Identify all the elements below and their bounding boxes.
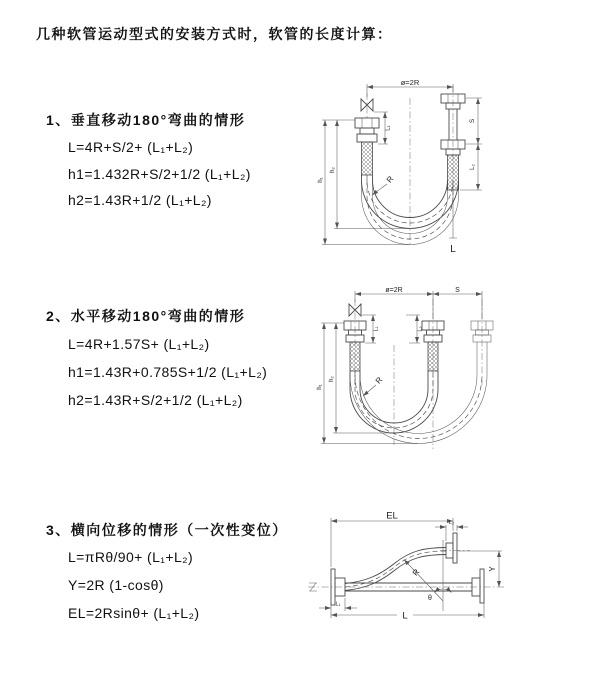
- dimension-l: [331, 603, 484, 622]
- radius-leader: [363, 375, 385, 396]
- dimension-diameter-2r: [355, 287, 482, 319]
- dim-label-y: Y: [488, 566, 497, 572]
- dim-label-h1: h₁: [317, 384, 323, 390]
- dimension-s: [433, 287, 482, 294]
- formula-line: h2=1.43R+1/2 (L₁+L₂): [68, 192, 212, 208]
- dim-label-r: R: [373, 375, 385, 386]
- section-2-heading: 2、水平移动180°弯曲的情形: [46, 308, 246, 324]
- dim-label-l2: L₂: [417, 326, 424, 332]
- radius-leader: [372, 174, 396, 195]
- formula-line: L=4R+S/2+ (L₁+L₂): [68, 139, 194, 155]
- dim-label-r: R: [384, 174, 396, 185]
- dimension-l1: [319, 598, 357, 611]
- hose-fitting-left: [355, 118, 379, 175]
- dimension-h2: [329, 323, 394, 433]
- dimension-l2: [460, 144, 482, 190]
- dim-label-l: L: [402, 610, 408, 622]
- dimension-h1: [318, 120, 410, 245]
- dim-label-2r: ø=2R: [400, 78, 420, 87]
- dim-label-h1: h₁: [318, 177, 324, 183]
- diagram-horizontal-180-bend: [318, 285, 596, 457]
- dimension-l2: [406, 315, 424, 343]
- dimension-l1: [362, 315, 380, 343]
- dim-label-l: L: [450, 244, 456, 255]
- dimension-diameter-2r: [367, 78, 453, 97]
- dimension-l2: [435, 520, 468, 541]
- diagram-vertical-180-bend: [318, 78, 596, 258]
- section-3-heading: 3、横向位移的情形（一次性变位）: [46, 522, 288, 538]
- dim-label-s: S: [455, 287, 460, 294]
- diagram-lateral-displacement: [300, 508, 598, 653]
- dim-label-s: S: [469, 118, 476, 124]
- formula-line: h2=1.43R+S/2+1/2 (L₁+L₂): [68, 392, 243, 408]
- dim-label-l2: L₂: [470, 164, 476, 170]
- dim-label-h2: h₂: [329, 376, 335, 382]
- dimension-s: [466, 98, 482, 144]
- dim-label-l1: L₁: [385, 125, 392, 131]
- page-title: 几种软管运动型式的安装方式时，软管的长度计算：: [36, 26, 393, 42]
- dimension-h1: [317, 323, 418, 444]
- section-1-heading: 1、垂直移动180°弯曲的情形: [46, 112, 246, 128]
- formula-line: Y=2R (1-cosθ): [68, 577, 164, 593]
- dim-label-l2: L₂: [448, 520, 455, 526]
- dim-label-r: R: [410, 567, 422, 578]
- dim-label-theta: θ: [428, 595, 432, 602]
- dim-label-h2: h₂: [330, 167, 336, 173]
- formula-line: h1=1.43R+0.785S+1/2 (L₁+L₂): [68, 364, 268, 380]
- formula-line: h1=1.432R+S/2+1/2 (L₁+L₂): [68, 166, 251, 182]
- hose-s-curve: [345, 548, 446, 591]
- formula-line: EL=2Rsinθ+ (L₁+L₂): [68, 605, 200, 621]
- dimension-el: [331, 511, 453, 568]
- dim-label-l1: L₁: [373, 326, 380, 332]
- dim-label-l1: L₁: [335, 601, 341, 608]
- dim-label-2r: ø=2R: [385, 287, 403, 294]
- formula-line: L=πRθ/90+ (L₁+L₂): [68, 549, 194, 565]
- dim-label-el: EL: [386, 510, 398, 522]
- length-marker: [449, 190, 457, 255]
- formula-line: L=4R+1.57S+ (L₁+L₂): [68, 336, 210, 352]
- flange-displaced: [440, 533, 470, 563]
